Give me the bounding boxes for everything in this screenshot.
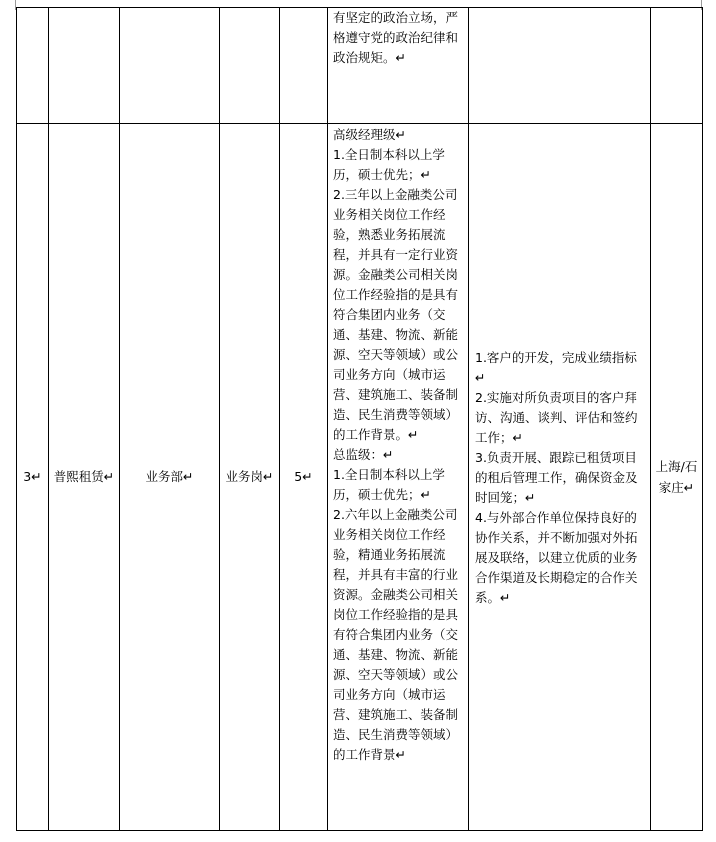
index-cell — [17, 124, 49, 831]
duties-cell-empty — [469, 8, 651, 124]
position-cell — [220, 124, 280, 831]
company-cell — [49, 124, 120, 831]
duties-text: 1.客户的开发，完成业绩指标↵ 2.实施对所负责项目的客户拜访、沟通、谈判、评估和签约工作；↵ 3.负责开展、跟踪已租赁项目的租后管理工作，确保资金及时回笼；↵ 4.与外部合作单位保持良好的协作关系，并不断加强对外拓展及联络，以建立优质的业务合作渠道及长期稳定的合作关系。↵ — [475, 349, 638, 605]
company-text: 普熙租赁↵ — [53, 469, 115, 484]
department-text: 业务部↵ — [145, 469, 194, 484]
table-row-continued — [17, 8, 703, 124]
requirements-cell — [328, 124, 469, 831]
requirements-cell — [328, 8, 469, 124]
department-cell-empty — [120, 8, 220, 124]
index-cell-empty — [17, 8, 49, 124]
position-text: 业务岗↵ — [225, 469, 274, 484]
location-cell-empty — [651, 8, 703, 124]
location-text: 上海/石家庄↵ — [655, 459, 698, 495]
index-text: 3↵ — [23, 469, 42, 484]
company-cell-empty — [49, 8, 120, 124]
position-cell-empty — [220, 8, 280, 124]
department-cell — [120, 124, 220, 831]
table-row — [17, 124, 703, 831]
duties-cell — [469, 124, 651, 831]
location-cell — [651, 124, 703, 831]
requirements-text: 有坚定的政治立场，严格遵守党的政治纪律和政治规矩。↵ — [333, 10, 459, 65]
headcount-cell — [280, 124, 328, 831]
headcount-cell-empty — [280, 8, 328, 124]
recruitment-table — [16, 7, 703, 831]
requirements-text: 高级经理级↵ 1.全日制本科以上学历，硕士优先；↵ 2.三年以上金融类公司业务相关岗位工作经验，熟悉业务拓展流程，并具有一定行业资源。金融类公司相关岗位工作经验指的是具有符合集团内业务（交通、基建、物流、新能源、空天等领域）或公司业务方向（城市运营、建筑施工、装备制造、民生消费等领域）的工作背景。↵ 总监级：↵ 1.全日制本科以上学历，硕士优先；↵ 2.六年以上金融类公司业务相关岗位工作经验，精通业务拓展流程，并具有丰富的行业资源。金融类公司相关岗位工作经验指的是具有符合集团内业务（交通、基建、物流、新能源、空天等领域）或公司业务方向（城市运营、建筑施工、装备制造、民生消费等领域）的工作背景↵ — [333, 127, 459, 762]
headcount-text: 5↵ — [294, 469, 313, 484]
